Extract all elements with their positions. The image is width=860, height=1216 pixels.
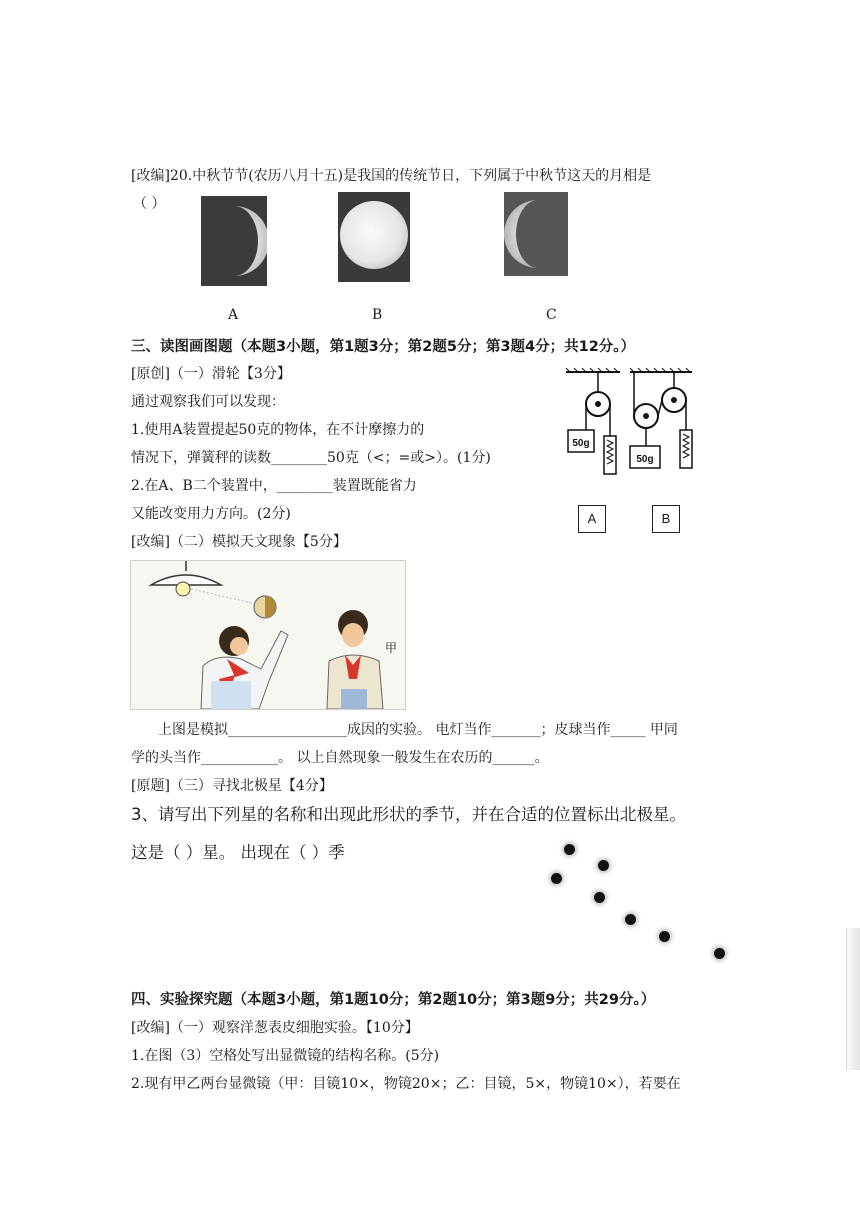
astro-text-line2: 学的头当作___________。 以上自然现象一般发生在农历的______。 bbox=[131, 750, 549, 766]
star-question: 3、请写出下列星的名称和出现此形状的季节，并在合适的位置标出北极星。 bbox=[131, 805, 686, 824]
figure-label-jia: 甲 bbox=[385, 641, 398, 655]
moon-image-b bbox=[338, 192, 410, 282]
star-dot bbox=[564, 844, 575, 855]
pulley-intro: 通过观察我们可以发现： bbox=[131, 394, 285, 410]
star-answer-line: 这是（ ）星。 出现在（ ）季 bbox=[131, 843, 345, 862]
moon-image-a bbox=[201, 196, 267, 286]
microscope-title: [改编]（一）观察洋葱表皮细胞实验。【10分】 bbox=[131, 1020, 419, 1036]
weight-label-b: 50g bbox=[636, 454, 654, 465]
astro-illustration bbox=[130, 560, 406, 710]
moon-label-c: C bbox=[546, 307, 557, 323]
astro-text-line1: 上图是模拟_________________成因的实验。 电灯当作_______；皮球当作_____ 甲同 bbox=[158, 722, 678, 738]
star-dot bbox=[714, 948, 725, 959]
microscope-q2: 2.现有甲乙两台显微镜（甲：目镜10×，物镜20×；乙：目镜，5×，物镜10×），若要在 bbox=[131, 1076, 681, 1092]
side-scroll-edge bbox=[846, 928, 860, 1070]
pulley-title: [原创]（一）滑轮【3分】 bbox=[131, 366, 291, 382]
pulley-box-a: A bbox=[578, 505, 606, 533]
pulley-q1-line2: 情况下，弹簧秤的读数________50克（<；=或>）。(1分) bbox=[131, 450, 491, 466]
section3-heading: 三、读图画图题（本题3小题，第1题3分；第2题5分；第3题4分；共12分。） bbox=[131, 339, 636, 355]
star-dot bbox=[594, 892, 605, 903]
microscope-q1: 1.在图（3）空格处写出显微镜的结构名称。(5分) bbox=[131, 1048, 440, 1064]
star-title: [原题]（三）寻找北极星【4分】 bbox=[131, 778, 333, 794]
star-dot bbox=[659, 931, 670, 942]
pulley-diagram bbox=[560, 368, 730, 478]
section4-heading: 四、实验探究题（本题3小题，第1题10分；第2题10分；第3题9分；共29分。） bbox=[131, 992, 656, 1008]
q20-text: [改编]20.中秋节节(农历八月十五)是我国的传统节日，下列属于中秋节这天的月相是 bbox=[131, 168, 652, 184]
star-dot bbox=[625, 914, 636, 925]
moon-label-b: B bbox=[372, 307, 383, 323]
q20-paren: （ ） bbox=[133, 196, 166, 212]
astro-title: [改编]（二）模拟天文现象【5分】 bbox=[131, 534, 347, 550]
moon-label-a: A bbox=[228, 307, 239, 323]
pulley-q2-line2: 又能改变用力方向。(2分) bbox=[131, 506, 291, 522]
star-dot bbox=[598, 860, 609, 871]
moon-image-c bbox=[504, 192, 568, 276]
pulley-q2-line1: 2.在A、B二个装置中，________装置既能省力 bbox=[131, 478, 417, 494]
weight-label-a: 50g bbox=[572, 438, 590, 449]
pulley-q1-line1: 1.使用A装置提起50克的物体，在不计摩擦力的 bbox=[131, 422, 425, 438]
pulley-box-b: B bbox=[652, 505, 680, 533]
star-dot bbox=[551, 873, 562, 884]
